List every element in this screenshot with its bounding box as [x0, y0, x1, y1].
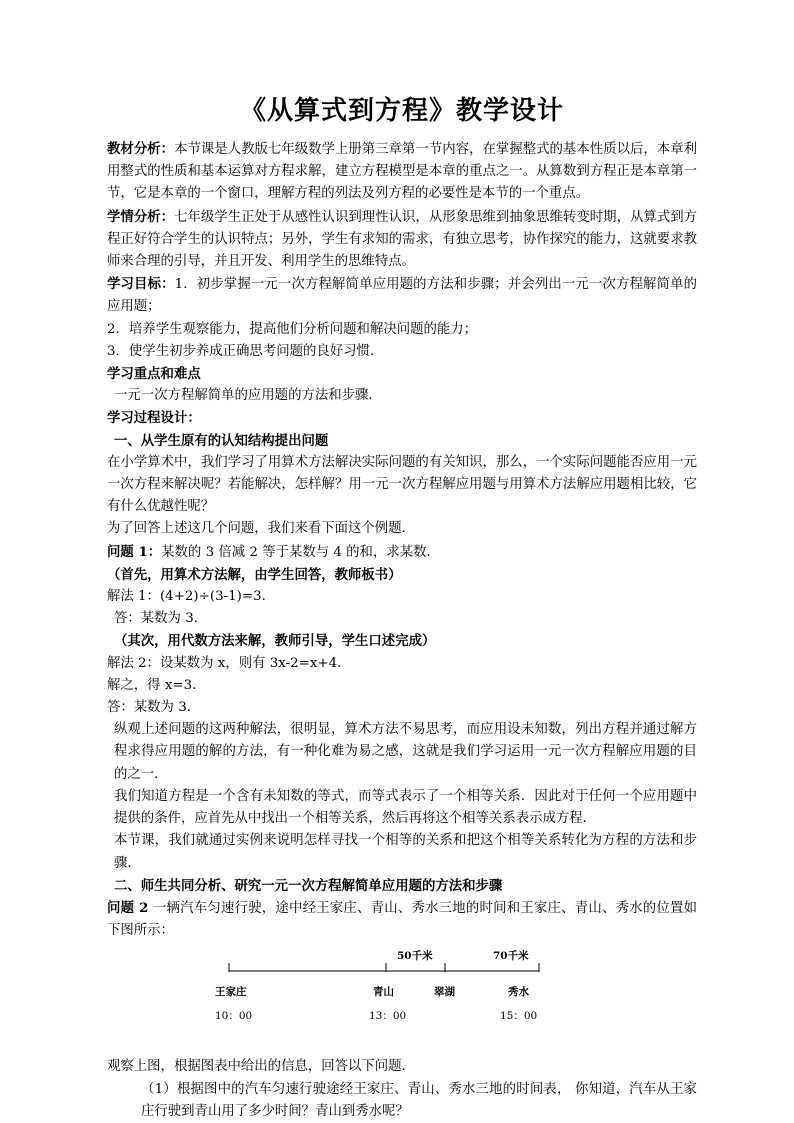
problem-2	[107, 897, 697, 942]
stop-name-wangjiazhuang: 王家庄	[215, 986, 247, 999]
solution-1: 解法 1：(4+2)÷(3-1)=3．	[107, 589, 276, 605]
stop-time-wangjiazhuang: 10：00	[215, 1010, 253, 1023]
route-diagram	[107, 946, 697, 1056]
goal-3: 3．使学生初步养成正确思考问题的良好习惯．	[107, 343, 384, 359]
section-1-text: 在小学算术中，我们学习了用算术方法解决实际问题的有关知识，那么，一个实际问题能否应用一元一次方程来解决呢？若能解决，怎样解？用一元一次方程解应用题与用算术方法解应用题相比较，它有什么优越性呢？	[107, 454, 697, 515]
solution-2-result: 解之，得 x=3．	[107, 677, 206, 693]
stop-time-qingshan: 13：00	[369, 1010, 407, 1023]
solution-2: 解法 2：设某数为 x，则有 3x-2=x+4．	[107, 655, 351, 671]
page-title: 《从算式到方程》教学设计	[239, 96, 564, 126]
note-algebra: （其次，用代数方法来解，教师引导，学生口述完成）	[114, 633, 436, 650]
answer-1: 答：某数为 3．	[114, 611, 208, 627]
distance-label-1: 50千米	[397, 950, 433, 963]
paragraph-3: 本节课，我们就通过实例来说明怎样寻找一个相等的关系和把这个相等关系转化为方程的方法和步骤．	[114, 833, 697, 871]
goal-1: 1．初步掌握一元一次方程解简单应用题的方法和步骤；并会列出一元一次方程解简单的应用题；	[107, 277, 697, 315]
process-heading: 学习过程设计：	[107, 410, 201, 427]
section-1-heading: 一、从学生原有的认知结构提出问题	[114, 432, 329, 449]
learner-analysis	[107, 206, 697, 274]
goal-2: 2．培养学生观察能力，提高他们分析问题和解决问题的能力；	[107, 321, 478, 337]
problem-2-label: 问题 2	[107, 899, 149, 916]
learner-analysis-label: 学情分析：	[107, 208, 175, 225]
stop-name-cuihu: 翠湖	[434, 986, 455, 999]
problem-2-text: 一辆汽车匀速行驶，途中经王家庄、青山、秀水三地的时间和王家庄、青山、秀水的位置如下图所示：	[107, 900, 698, 939]
stop-name-xiushui: 秀水	[508, 986, 529, 999]
key-points-text: 一元一次方程解简单的应用题的方法和步骤．	[114, 388, 382, 404]
textbook-analysis-label: 教材分析：	[107, 141, 175, 157]
problem-1-text: 某数的 3 倍减 2 等于某数与 4 的和，求某数．	[161, 544, 440, 560]
key-points-heading: 学习重点和难点	[107, 366, 201, 383]
learning-goals	[107, 273, 697, 318]
stop-name-qingshan: 青山	[373, 986, 394, 999]
learning-goals-label: 学习目标：	[107, 276, 175, 293]
document-page	[107, 94, 697, 1123]
distance-label-2: 70千米	[493, 950, 529, 963]
problem-1	[107, 541, 697, 564]
learner-analysis-text: 七年级学生正处于从感性认识到理性认识，从形象思维到抽象思维转变时期，从算式到方程正好符合学生的认识特点；另外，学生有求知的需求，有独立思考，协作探究的能力，这就要求教师来合理的引导，并且开发、利用学生的思维特点。	[107, 209, 698, 270]
observe-text: 观察上图，根据图表中给出的信息，回答以下问题．	[107, 1059, 415, 1075]
problem-1-label: 问题 1：	[107, 543, 162, 560]
section-2-heading: 二、师生共同分析、研究一元一次方程解简单应用题的方法和步骤	[114, 877, 503, 894]
answer-2: 答：某数为 3．	[107, 700, 201, 716]
note-arithmetic: （首先，用算术方法解，由学生回答，教师板书）	[107, 566, 402, 583]
textbook-analysis-text: 本节课是人教版七年级数学上册第三章第一节内容，在掌握整式的基本性质以后，本章利用整式的性质和基本运算对方程求解，建立方程模型是本章的重点之一。从算数到方程正是本章第一节，它是本章的一个窗口，理解方程的列法及列方程的必要性是本节的一个重点。	[107, 142, 698, 202]
sub-question-1: （1）根据图中的汽车匀速行驶途经王家庄、青山、秀水三地的时间表， 你知道，汽车从王家庄行驶到青山用了多少时间？青山到秀水呢？	[141, 1081, 697, 1119]
paragraph-2: 我们知道方程是一个含有未知数的等式，而等式表示了一个相等关系．因此对于任何一个应用题中提供的条件，应首先从中找出一个相等关系，然后再将这个相等关系表示成方程．	[114, 788, 697, 827]
textbook-analysis	[107, 138, 697, 206]
paragraph-1: 纵观上述问题的这两种解法，很明显，算术方法不易思考，而应用设未知数，列出方程并通过解方程求得应用题的解的方法，有一种化难为易之感，这就是我们学习运用一元一次方程解应用题的目的之一．	[114, 722, 697, 782]
section-1-lead: 为了回答上述这几个问题，我们来看下面这个例题．	[107, 521, 415, 537]
stop-time-xiushui: 15：00	[500, 1010, 538, 1023]
